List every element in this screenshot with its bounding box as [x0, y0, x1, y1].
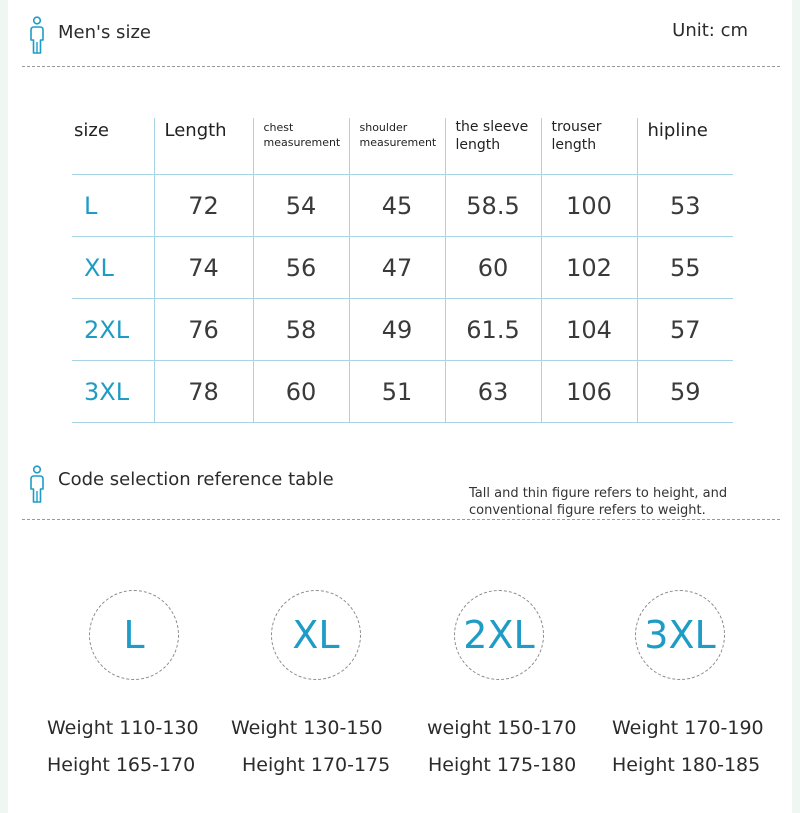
- size-cell: 2XL: [72, 299, 154, 361]
- size-label: L: [123, 613, 145, 657]
- column-header: the sleeve length: [445, 118, 541, 175]
- size-circle: [89, 590, 179, 680]
- table-cell: 72: [154, 175, 253, 237]
- table-cell: 54: [253, 175, 349, 237]
- section-title: Men's size: [58, 22, 151, 43]
- table-cell: 53: [637, 175, 733, 237]
- height-range: Height 165-170: [47, 754, 196, 776]
- weight-range: Weight 130-150: [231, 717, 383, 739]
- column-header: hipline: [637, 118, 733, 175]
- height-range: Height 180-185: [612, 754, 761, 776]
- table-row: [72, 237, 733, 299]
- divider: [22, 519, 780, 520]
- table-row: [72, 299, 733, 361]
- table-cell: 63: [445, 361, 541, 423]
- size-label: 3XL: [644, 613, 716, 657]
- table-cell: 45: [349, 175, 445, 237]
- table-cell: 59: [637, 361, 733, 423]
- weight-range: Weight 170-190: [612, 717, 764, 739]
- size-label: 2XL: [463, 613, 535, 657]
- person-icon: [28, 465, 46, 505]
- table-row: [72, 361, 733, 423]
- column-header: shoulder measurement: [349, 118, 445, 175]
- size-cell: L: [72, 175, 154, 237]
- table-cell: 76: [154, 299, 253, 361]
- table-header-row: [72, 118, 733, 175]
- weight-range: Weight 110-130: [47, 717, 199, 739]
- table-cell: 56: [253, 237, 349, 299]
- right-edge-strip: [792, 0, 800, 813]
- table-cell: 57: [637, 299, 733, 361]
- weight-range: weight 150-170: [427, 717, 577, 739]
- table-cell: 51: [349, 361, 445, 423]
- size-circle: [635, 590, 725, 680]
- table-cell: 60: [253, 361, 349, 423]
- column-header: chest measurement: [253, 118, 349, 175]
- table-cell: 78: [154, 361, 253, 423]
- column-header: Length: [154, 118, 253, 175]
- left-edge-strip: [0, 0, 8, 813]
- size-cell: XL: [72, 237, 154, 299]
- unit-label: Unit: cm: [672, 20, 748, 41]
- table-cell: 58.5: [445, 175, 541, 237]
- person-icon: [28, 16, 46, 56]
- mens-size-header: [24, 16, 776, 56]
- column-header: size: [74, 120, 109, 141]
- column-header: trouser length: [541, 118, 637, 175]
- table-cell: 58: [253, 299, 349, 361]
- table-row: [72, 175, 733, 237]
- table-cell: 47: [349, 237, 445, 299]
- height-range: Height 175-180: [428, 754, 577, 776]
- table-cell: 106: [541, 361, 637, 423]
- size-circle: [454, 590, 544, 680]
- size-label: XL: [292, 613, 340, 657]
- reference-note: Tall and thin figure refers to height, and conventional figure refers to weight.: [469, 486, 728, 518]
- table-cell: 104: [541, 299, 637, 361]
- table-cell: 61.5: [445, 299, 541, 361]
- table-cell: 55: [637, 237, 733, 299]
- size-cell: 3XL: [72, 361, 154, 423]
- divider: [22, 66, 780, 67]
- size-table: [72, 118, 733, 423]
- size-circle: [271, 590, 361, 680]
- table-cell: 60: [445, 237, 541, 299]
- section-title: Code selection reference table: [58, 469, 334, 490]
- table-cell: 74: [154, 237, 253, 299]
- table-cell: 100: [541, 175, 637, 237]
- table-cell: 102: [541, 237, 637, 299]
- height-range: Height 170-175: [242, 754, 391, 776]
- table-cell: 49: [349, 299, 445, 361]
